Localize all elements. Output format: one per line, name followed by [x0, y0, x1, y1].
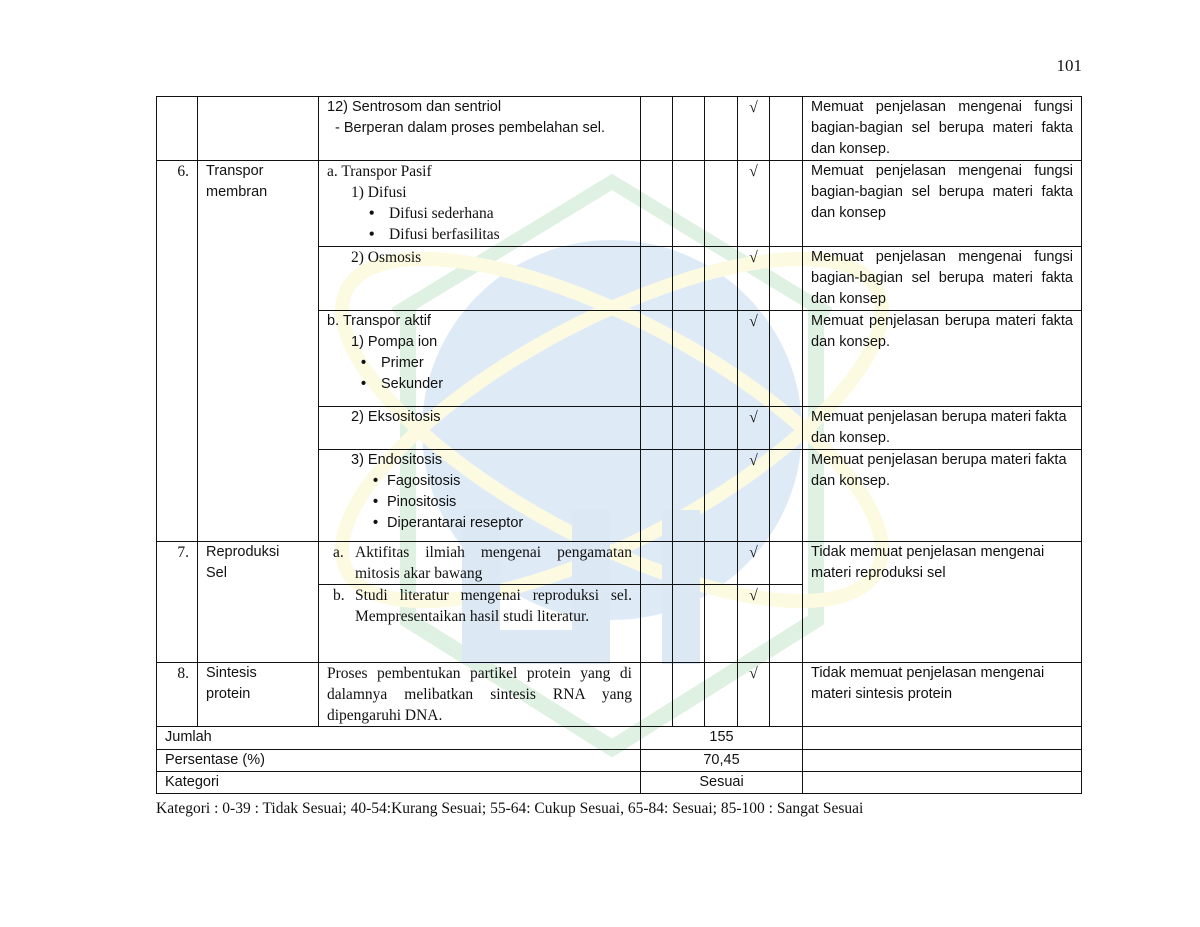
- material-cell: [319, 542, 641, 585]
- topic-cell: [198, 663, 319, 727]
- table-row: [157, 542, 1082, 585]
- row-number: 6.: [177, 163, 189, 180]
- topic-line: Reproduksi: [206, 544, 280, 560]
- score-cell: [705, 247, 738, 311]
- score-cell: [705, 450, 738, 542]
- material-bullet: • Difusi sederhana: [327, 203, 632, 224]
- material-bullet: • Pinositosis: [327, 492, 632, 513]
- material-bullet: • Fagositosis: [327, 471, 632, 492]
- material-subitem: 3) Endositosis: [351, 452, 443, 468]
- score-cell: [770, 663, 803, 727]
- check-mark: √: [738, 161, 770, 247]
- material-cell: [319, 407, 641, 450]
- check-mark: √: [738, 663, 770, 727]
- material-detail: - Berperan dalam proses pembelahan sel.: [335, 120, 606, 136]
- score-cell: [770, 247, 803, 311]
- score-cell: [770, 450, 803, 542]
- material-item: a. Aktifitas ilmiah mengenai pengamatan mitosis akar bawang: [333, 544, 632, 582]
- score-cell: [770, 161, 803, 247]
- score-cell: [705, 585, 738, 663]
- material-title: 12) Sentrosom dan sentriol: [327, 99, 502, 115]
- score-cell: [641, 247, 673, 311]
- material-subitem: 2) Osmosis: [351, 249, 422, 266]
- material-item: b. Studi literatur mengenai reproduksi sel. Mempresentaikan hasil studi literatur.: [333, 587, 632, 625]
- summary-label: Kategori: [157, 772, 641, 794]
- topic-line: protein: [206, 686, 251, 702]
- check-mark: √: [738, 542, 770, 585]
- check-mark: √: [738, 585, 770, 663]
- topic-line: Sel: [206, 565, 227, 581]
- check-mark: √: [738, 247, 770, 311]
- score-cell: [673, 311, 705, 407]
- check-mark: √: [738, 311, 770, 407]
- summary-blank: [803, 772, 1082, 794]
- remark-cell: Memuat penjelasan berupa materi fakta dan konsep.: [803, 450, 1082, 542]
- summary-row: [157, 727, 1082, 750]
- material-heading: b. Transpor aktif: [327, 313, 431, 329]
- summary-label: Jumlah: [157, 727, 641, 750]
- score-cell: [641, 311, 673, 407]
- summary-row: [157, 772, 1082, 794]
- topic-cell: [198, 97, 319, 161]
- number-cell: [157, 161, 198, 542]
- score-cell: [770, 542, 803, 585]
- summary-value: 155: [641, 727, 803, 750]
- table-row: [157, 161, 1082, 247]
- summary-value: Sesuai: [641, 772, 803, 794]
- remark-cell: Memuat penjelasan mengenai fungsi bagian-bagian sel berupa materi fakta dan konsep: [803, 247, 1082, 311]
- remark-cell: Tidak memuat penjelasan mengenai materi sintesis protein: [803, 663, 1082, 727]
- score-cell: [641, 542, 673, 585]
- material-cell: [319, 161, 641, 247]
- score-cell: [641, 585, 673, 663]
- score-cell: [673, 663, 705, 727]
- score-cell: [705, 161, 738, 247]
- score-cell: [641, 407, 673, 450]
- remark-cell: Memuat penjelasan berupa materi fakta dan konsep.: [803, 311, 1082, 407]
- number-cell: [157, 97, 198, 161]
- topic-line: Transpor: [206, 163, 264, 179]
- summary-value: 70,45: [641, 750, 803, 772]
- material-subitem: 1) Pompa ion: [351, 334, 438, 350]
- row-number: 7.: [177, 544, 189, 561]
- topic-line: Sintesis: [206, 665, 257, 681]
- table-row: [157, 663, 1082, 727]
- category-footnote: Kategori : 0-39 : Tidak Sesuai; 40-54:Kurang Sesuai; 55-64: Cukup Sesuai, 65-84: Sesuai; 85-100 : Sangat Sesuai: [156, 800, 864, 817]
- score-cell: [673, 97, 705, 161]
- summary-row: [157, 750, 1082, 772]
- remark-cell: Memuat penjelasan mengenai fungsi bagian-bagian sel berupa materi fakta dan konsep: [803, 161, 1082, 247]
- material-subitem: 1) Difusi: [351, 184, 407, 201]
- score-cell: [770, 311, 803, 407]
- check-mark: √: [738, 97, 770, 161]
- score-cell: [705, 407, 738, 450]
- score-cell: [641, 161, 673, 247]
- score-cell: [705, 542, 738, 585]
- score-cell: [705, 97, 738, 161]
- topic-line: membran: [206, 184, 268, 200]
- score-cell: [673, 161, 705, 247]
- score-cell: [641, 97, 673, 161]
- topic-cell: [198, 542, 319, 663]
- material-cell: [319, 97, 641, 161]
- score-cell: [673, 542, 705, 585]
- material-bullet: • Difusi berfasilitas: [327, 224, 632, 245]
- material-cell: [319, 311, 641, 407]
- check-mark: √: [738, 407, 770, 450]
- table-row: [157, 97, 1082, 161]
- remark-cell: Memuat penjelasan mengenai fungsi bagian-bagian sel berupa materi fakta dan konsep.: [803, 97, 1082, 161]
- score-cell: [705, 311, 738, 407]
- material-cell: [319, 450, 641, 542]
- material-subitem: 2) Eksositosis: [351, 409, 441, 425]
- material-cell: [319, 247, 641, 311]
- material-bullet: • Primer: [327, 353, 632, 374]
- remark-cell: Tidak memuat penjelasan mengenai materi reproduksi sel: [803, 542, 1082, 663]
- remark-cell: Memuat penjelasan berupa materi fakta dan konsep.: [803, 407, 1082, 450]
- score-cell: [673, 585, 705, 663]
- score-cell: [770, 97, 803, 161]
- score-cell: [770, 407, 803, 450]
- summary-blank: [803, 727, 1082, 750]
- score-cell: [705, 663, 738, 727]
- number-cell: [157, 663, 198, 727]
- material-cell: [319, 585, 641, 663]
- material-bullet: • Sekunder: [327, 374, 632, 395]
- score-cell: [673, 407, 705, 450]
- score-cell: [770, 585, 803, 663]
- summary-label: Persentase (%): [157, 750, 641, 772]
- score-cell: [641, 450, 673, 542]
- summary-blank: [803, 750, 1082, 772]
- check-mark: √: [738, 450, 770, 542]
- material-cell: Proses pembentukan partikel protein yang di dalamnya melibatkan sintesis RNA yang dipengaruhi DNA.: [319, 663, 641, 727]
- score-cell: [673, 450, 705, 542]
- score-cell: [673, 247, 705, 311]
- page-number: 101: [1056, 56, 1082, 75]
- number-cell: [157, 542, 198, 663]
- material-heading: a. Transpor Pasif: [327, 163, 432, 180]
- topic-cell: [198, 161, 319, 542]
- row-number: 8.: [177, 665, 189, 682]
- score-cell: [641, 663, 673, 727]
- evaluation-table: [156, 96, 1082, 794]
- material-bullet: • Diperantarai reseptor: [327, 513, 632, 534]
